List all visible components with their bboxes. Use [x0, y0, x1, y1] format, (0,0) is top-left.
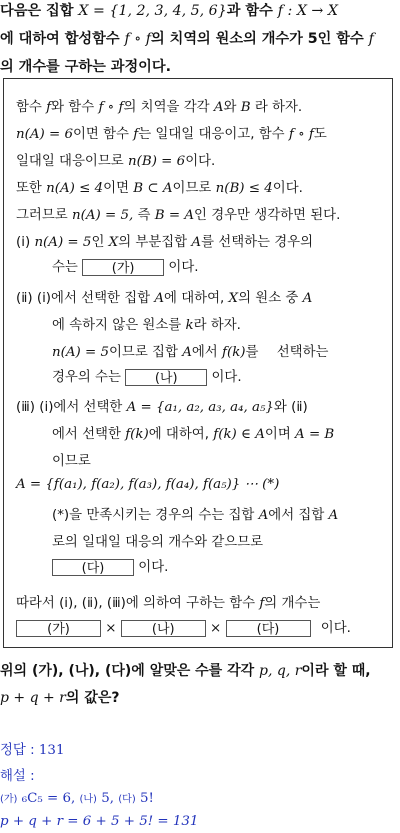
math: f ∘ f — [98, 100, 124, 115]
text: 의 부분집합 — [118, 235, 188, 250]
step-ref: (ⅲ) — [106, 596, 126, 611]
proof-line — [16, 177, 303, 196]
label-na: (나), — [68, 663, 101, 679]
math: n(B) ≤ 4 — [215, 181, 273, 196]
answer-box-ga: (가) — [16, 620, 101, 637]
proof-line — [52, 314, 241, 333]
step-ref: (ⅰ) — [36, 291, 52, 306]
math: f — [46, 100, 52, 115]
math: B ⊂ A — [133, 181, 173, 196]
text: 을 만족시키는 경우의 수는 집합 — [69, 508, 255, 523]
math-equation-star: A = {f(a₁), f(a₂), f(a₃), f(a₄), f(a₅)} ⋯ (*) — [16, 477, 280, 492]
question-text: 다음은 집합 — [0, 3, 74, 19]
text: 인 — [91, 235, 105, 250]
text: 이다. — [138, 560, 169, 575]
ask-line — [0, 687, 119, 707]
text: 함수 — [16, 100, 42, 115]
text: 이면 — [103, 181, 130, 196]
proof-line — [16, 231, 313, 250]
text: 인 경우만 생각하면 된다. — [194, 208, 341, 223]
text: 의 원소 중 — [238, 291, 299, 306]
text: 그러므로 — [16, 208, 68, 223]
answer-box-da: (다) — [226, 620, 311, 637]
text: 와 — [223, 100, 237, 115]
text: 에 속하지 않은 원소를 — [52, 318, 182, 333]
math: B — [240, 100, 251, 115]
math: A — [191, 235, 202, 250]
math: f — [259, 596, 265, 611]
math: n(A) = 6 — [16, 127, 73, 142]
math: 5! — [140, 791, 154, 806]
answer-line — [0, 739, 64, 758]
proof-line — [16, 477, 279, 492]
text: 이다. — [185, 154, 216, 169]
math: n(B) = 6 — [128, 154, 186, 169]
text: 와 — [273, 400, 287, 415]
text: 이다. — [320, 621, 351, 636]
math: A = {a₁, a₂, a₃, a₄, a₅} — [126, 400, 274, 415]
text: 이라 할 때, — [301, 663, 371, 679]
math: A = B — [295, 427, 335, 442]
label-na: (나) — [79, 794, 97, 805]
math: A — [154, 291, 165, 306]
proof-line — [52, 341, 329, 360]
label-da: (다) — [118, 794, 136, 805]
math: 5, — [101, 791, 115, 806]
math: ₆C₅ = 6, — [21, 791, 76, 806]
math: f(k) — [222, 345, 246, 360]
proof-line — [16, 617, 351, 637]
text: 경우의 수는 — [52, 370, 121, 385]
text: 또한 — [16, 181, 42, 196]
text: 에서 집합 — [268, 508, 325, 523]
text: 에서 선택한 — [53, 400, 123, 415]
answer-label: 정답 : — [0, 743, 35, 758]
times-sign: × — [210, 621, 222, 636]
question-text: 의 치역의 원소의 개수가 5인 함수 — [150, 31, 364, 47]
text: 에 대하여, — [148, 427, 209, 442]
question-line — [0, 56, 171, 76]
text: 이므로 집합 — [109, 345, 178, 360]
proof-line — [16, 396, 308, 415]
text: 를 — [245, 345, 259, 360]
question-line — [0, 0, 338, 20]
math: X — [108, 235, 119, 250]
text: 의 치역을 각각 — [123, 100, 210, 115]
answer-box-na: (나) — [121, 620, 206, 637]
text: 에 대하여, — [164, 291, 225, 306]
math-set-x: X = {1, 2, 3, 4, 5, 6} — [78, 3, 227, 19]
text: 따라서 — [16, 596, 55, 611]
text: 에서 선택한 — [52, 427, 121, 442]
text: 이며 — [264, 427, 291, 442]
question-text: 의 개수를 구하는 과정이다. — [0, 59, 171, 75]
math: p + q + r = 6 + 5 + 5! = 131 — [0, 814, 199, 829]
math: f ∘ f — [288, 127, 314, 142]
proof-line — [16, 123, 327, 142]
proof-line — [16, 287, 312, 306]
text: 해설 : — [0, 769, 35, 784]
math-composite: f ∘ f — [124, 31, 151, 47]
text: 이다. — [272, 181, 303, 196]
math: f — [133, 127, 139, 142]
proof-line — [52, 256, 199, 276]
solution-line — [0, 790, 154, 806]
text: 와 함수 — [51, 100, 95, 115]
step-number: (ⅱ) — [16, 291, 33, 306]
text: 이면 함수 — [73, 127, 129, 142]
text: 일대일 대응이므로 — [16, 154, 124, 169]
math: k — [185, 318, 194, 333]
math: p, q, r — [259, 663, 302, 679]
label-ga: (가) — [0, 794, 18, 805]
label-ga: (가), — [31, 663, 64, 679]
step-ref: (ⅱ), — [81, 596, 103, 611]
answer-box-na: (나) — [125, 369, 207, 386]
text: (*) — [52, 508, 70, 523]
answer-box-da: (다) — [52, 559, 134, 576]
proof-line — [52, 366, 242, 386]
text: 위의 — [0, 663, 28, 679]
text: 이므로 — [52, 454, 91, 469]
math: A — [302, 291, 313, 306]
math: X — [228, 291, 239, 306]
proof-line — [52, 450, 91, 469]
math: n(A) = 5 — [52, 345, 109, 360]
text: 라 하자. — [193, 318, 241, 333]
text: 선택하는 — [276, 345, 329, 360]
text: 수는 — [52, 260, 78, 275]
ask-line — [0, 660, 371, 680]
math-f: f — [368, 31, 374, 47]
step-number: (ⅰ) — [16, 235, 31, 250]
math: A — [258, 508, 269, 523]
math: f(k) — [125, 427, 149, 442]
text: 즉 — [137, 208, 151, 223]
answer-box-ga: (가) — [82, 259, 164, 276]
question-line — [0, 28, 374, 48]
math: n(A) ≤ 4 — [46, 181, 104, 196]
question-text: 과 함수 — [226, 3, 273, 19]
proof-line — [16, 592, 320, 611]
math: f(k) ∈ A — [213, 427, 265, 442]
text: 의 값은? — [65, 690, 120, 706]
proof-line — [52, 556, 168, 576]
proof-box — [3, 78, 393, 648]
text: 에 의하여 구하는 함수 — [125, 596, 256, 611]
math: A — [213, 100, 224, 115]
step-number: (ⅲ) — [16, 400, 35, 415]
proof-line — [16, 150, 215, 169]
math: A — [328, 508, 339, 523]
solution-label — [0, 765, 35, 784]
proof-line — [52, 531, 263, 550]
text: 이다. — [211, 370, 242, 385]
step-ref: (ⅱ) — [291, 400, 308, 415]
text: 는 일대일 대응이고, 함수 — [138, 127, 285, 142]
text: 에서 선택한 집합 — [51, 291, 151, 306]
math: n(A) = 5 — [34, 235, 92, 250]
math: B = A — [154, 208, 194, 223]
math: p + q + r — [0, 690, 66, 706]
text: 이므로 — [172, 181, 212, 196]
question-text: 에 대하여 합성함수 — [0, 31, 120, 47]
proof-line — [52, 504, 338, 523]
proof-line — [16, 204, 340, 223]
text: 에 알맞은 수를 각각 — [131, 663, 255, 679]
math: A — [182, 345, 192, 360]
text: 에서 — [191, 345, 218, 360]
answer-value: 131 — [38, 743, 65, 758]
text: 이다. — [168, 260, 199, 275]
solution-line — [0, 814, 198, 829]
step-ref: (ⅰ), — [59, 596, 78, 611]
text: 라 하자. — [254, 100, 303, 115]
proof-line — [52, 423, 334, 442]
times-sign: × — [105, 621, 117, 636]
math: n(A) = 5, — [72, 208, 134, 223]
text: 를 선택하는 경우의 — [201, 235, 314, 250]
proof-line — [16, 96, 302, 115]
label-da: (다) — [104, 663, 132, 679]
text: 의 개수는 — [264, 596, 321, 611]
text: 로의 일대일 대응의 개수와 같으므로 — [52, 535, 264, 550]
math-function: f : X → X — [277, 3, 338, 19]
step-ref: (ⅰ) — [39, 400, 54, 415]
text: 도 — [313, 127, 327, 142]
